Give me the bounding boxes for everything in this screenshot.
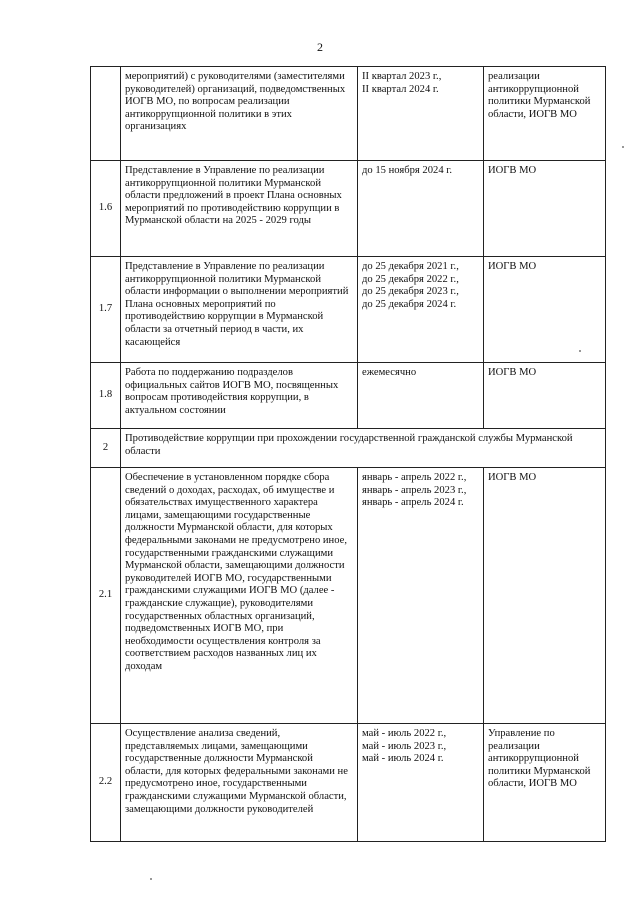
- row-term: до 25 декабря 2021 г., до 25 декабря 2022 г., до 25 декабря 2023 г., до 25 декабря 2024 г.: [358, 257, 484, 363]
- plan-table: [90, 66, 606, 842]
- row-number: 2.2: [91, 724, 121, 842]
- row-description: Обеспечение в установленном порядке сбора сведений о доходах, расходах, об имуществе и обязательствах имущественного характера лицами, замещающими государственные должности Мурманской области, для которых федеральными законами не предусмотрено иное, государственными гражданскими служащими Мурманской области, замещающими должности руководителей ИОГВ МО, государственными гражданскими служащими ИОГВ МО (далее - гражданские служащие), руководителями государственных областных организаций, подведомственных ИОГВ МО, при необходимости осуществления контроля за соответствием расходов названных лиц их доходам: [121, 468, 358, 724]
- table-row: [91, 67, 606, 161]
- row-executor: ИОГВ МО: [484, 363, 606, 429]
- table-row: [91, 363, 606, 429]
- row-description: Осуществление анализа сведений, представляемых лицами, замещающими государственные должности Мурманской области, для которых федеральными законами не предусмотрено иное, государственными гражданскими служащими Мурманской области, замещающими должности руководителей: [121, 724, 358, 842]
- section-number: 2: [91, 429, 121, 468]
- page-number: 2: [317, 40, 323, 54]
- row-executor: реализации антикоррупционной политики Мурманской области, ИОГВ МО: [484, 67, 606, 161]
- scan-speck: [150, 878, 152, 880]
- row-description: мероприятий) с руководителями (заместителями руководителей) организаций, подведомственных ИОГВ МО, по вопросам реализации антикоррупционной политики в этих организациях: [121, 67, 358, 161]
- section-title: Противодействие коррупции при прохождении государственной гражданской службы Мурманской области: [121, 429, 606, 468]
- table-row: [91, 257, 606, 363]
- table-row: [91, 724, 606, 842]
- row-description: Работа по поддержанию подразделов официальных сайтов ИОГВ МО, посвященных вопросам противодействия коррупции, в актуальном состоянии: [121, 363, 358, 429]
- row-number: 1.6: [91, 161, 121, 257]
- scan-speck: [579, 350, 581, 352]
- row-term: II квартал 2023 г., II квартал 2024 г.: [358, 67, 484, 161]
- table-row: [91, 468, 606, 724]
- row-number: 1.8: [91, 363, 121, 429]
- row-number: 1.7: [91, 257, 121, 363]
- row-number: 2.1: [91, 468, 121, 724]
- row-description: Представление в Управление по реализации антикоррупционной политики Мурманской области предложений в проект Плана основных мероприятий по противодействию коррупции в Мурманской области на 2025 - 2029 годы: [121, 161, 358, 257]
- row-number: [91, 67, 121, 161]
- row-term: январь - апрель 2022 г., январь - апрель 2023 г., январь - апрель 2024 г.: [358, 468, 484, 724]
- table-row: [91, 161, 606, 257]
- row-term: ежемесячно: [358, 363, 484, 429]
- row-term: до 15 ноября 2024 г.: [358, 161, 484, 257]
- row-executor: ИОГВ МО: [484, 161, 606, 257]
- row-executor: Управление по реализации антикоррупционной политики Мурманской области, ИОГВ МО: [484, 724, 606, 842]
- row-term: май - июль 2022 г., май - июль 2023 г., май - июль 2024 г.: [358, 724, 484, 842]
- scan-speck: [622, 146, 624, 148]
- row-executor: ИОГВ МО: [484, 468, 606, 724]
- row-description: Представление в Управление по реализации антикоррупционной политики Мурманской области информации о выполнении мероприятий Плана основных мероприятий по противодействию коррупции в Мурманской области за отчетный период в части, их касающейся: [121, 257, 358, 363]
- row-executor: ИОГВ МО: [484, 257, 606, 363]
- section-row: [91, 429, 606, 468]
